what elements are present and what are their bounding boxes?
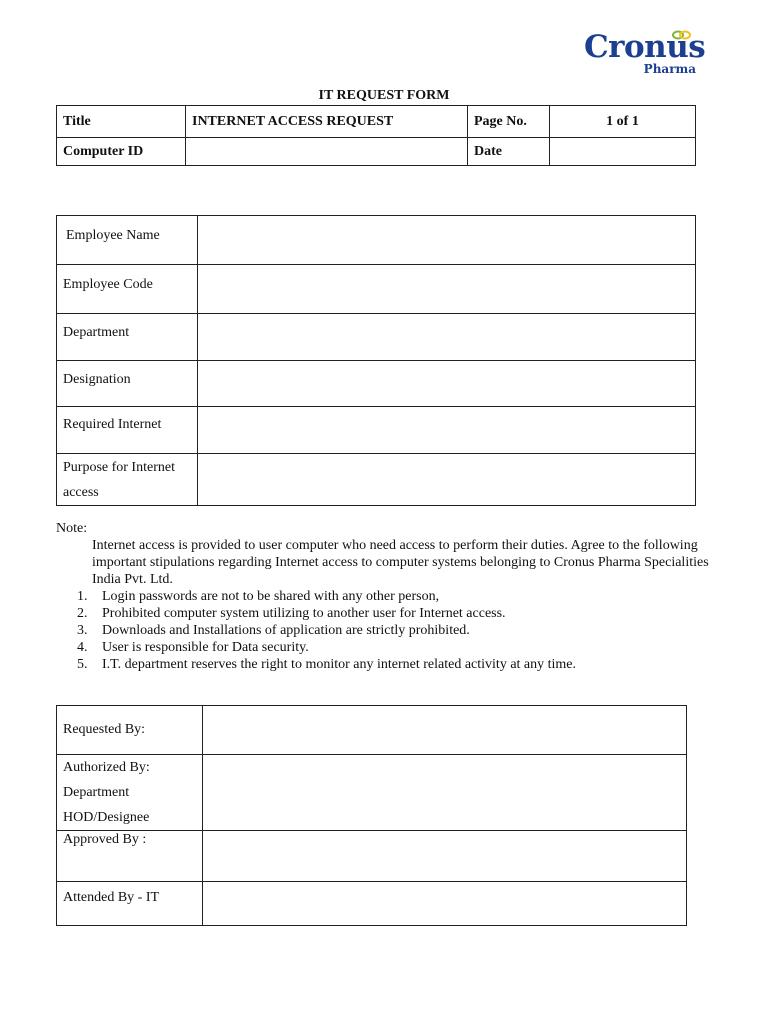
list-item-number: 2. <box>77 606 88 621</box>
form-title: IT REQUEST FORM <box>318 88 450 103</box>
designation-label: Designation <box>57 361 198 407</box>
authorized-by-line1: Authorized By: <box>63 760 150 775</box>
date-field[interactable] <box>550 138 696 166</box>
employee-code-field[interactable] <box>198 265 696 314</box>
list-item-text: I.T. department reserves the right to monitor any internet related activity at any time. <box>102 657 577 672</box>
list-item-text: Downloads and Installations of application are strictly prohibited. <box>102 623 470 638</box>
date-label: Date <box>468 138 550 166</box>
company-logo <box>584 30 704 78</box>
purpose-label <box>57 454 198 506</box>
signoff-table <box>56 705 687 926</box>
list-item <box>77 656 716 673</box>
employee-code-label: Employee Code <box>57 265 198 314</box>
title-label: Title <box>57 106 186 138</box>
department-field[interactable] <box>198 314 696 361</box>
logo-brand-text: Cronus <box>584 29 706 65</box>
list-item-text: Login passwords are not to be shared with any other person, <box>102 589 440 604</box>
list-item <box>77 588 716 605</box>
employee-name-label: Employee Name <box>57 216 198 265</box>
note-paragraph: Internet access is provided to user computer who need access to perform their duties. Agree to the following important stipulations regarding Internet access to computer systems belonging to Cronus Pharma Specialities India Pvt. Ltd. <box>92 538 709 587</box>
list-item-number: 1. <box>77 589 88 604</box>
purpose-label-line1: Purpose for Internet <box>63 460 175 475</box>
list-item <box>77 622 716 639</box>
department-label: Department <box>57 314 198 361</box>
list-item-number: 3. <box>77 623 88 638</box>
page-no-value: 1 of 1 <box>550 106 696 138</box>
list-item-text: Prohibited computer system utilizing to another user for Internet access. <box>102 606 506 621</box>
computer-id-field[interactable] <box>186 138 468 166</box>
authorized-by-line3: HOD/Designee <box>63 810 150 825</box>
requested-by-field[interactable] <box>203 706 687 755</box>
logo-sub-text: Pharma <box>643 62 696 76</box>
required-internet-label: Required Internet <box>57 407 198 454</box>
note-heading: Note: <box>56 521 88 536</box>
approved-by-field[interactable] <box>203 831 687 882</box>
note-section <box>56 520 716 673</box>
purpose-field[interactable] <box>198 454 696 506</box>
authorized-by-field[interactable] <box>203 755 687 831</box>
computer-id-label: Computer ID <box>57 138 186 166</box>
list-item <box>77 605 716 622</box>
authorized-by-label <box>57 755 203 831</box>
employee-name-field[interactable] <box>198 216 696 265</box>
designation-field[interactable] <box>198 361 696 407</box>
title-value: INTERNET ACCESS REQUEST <box>186 106 468 138</box>
attended-by-label: Attended By - IT <box>57 882 203 926</box>
list-item-number: 5. <box>77 657 88 672</box>
rules-list <box>56 588 716 673</box>
list-item <box>77 639 716 656</box>
requested-by-label: Requested By: <box>57 706 203 755</box>
page-no-label: Page No. <box>468 106 550 138</box>
attended-by-field[interactable] <box>203 882 687 926</box>
list-item-text: User is responsible for Data security. <box>102 640 309 655</box>
approved-by-label: Approved By : <box>57 831 203 882</box>
purpose-label-line2: access <box>63 485 99 500</box>
required-internet-field[interactable] <box>198 407 696 454</box>
header-table <box>56 105 696 166</box>
employee-table <box>56 215 696 506</box>
list-item-number: 4. <box>77 640 88 655</box>
authorized-by-line2: Department <box>63 785 130 800</box>
